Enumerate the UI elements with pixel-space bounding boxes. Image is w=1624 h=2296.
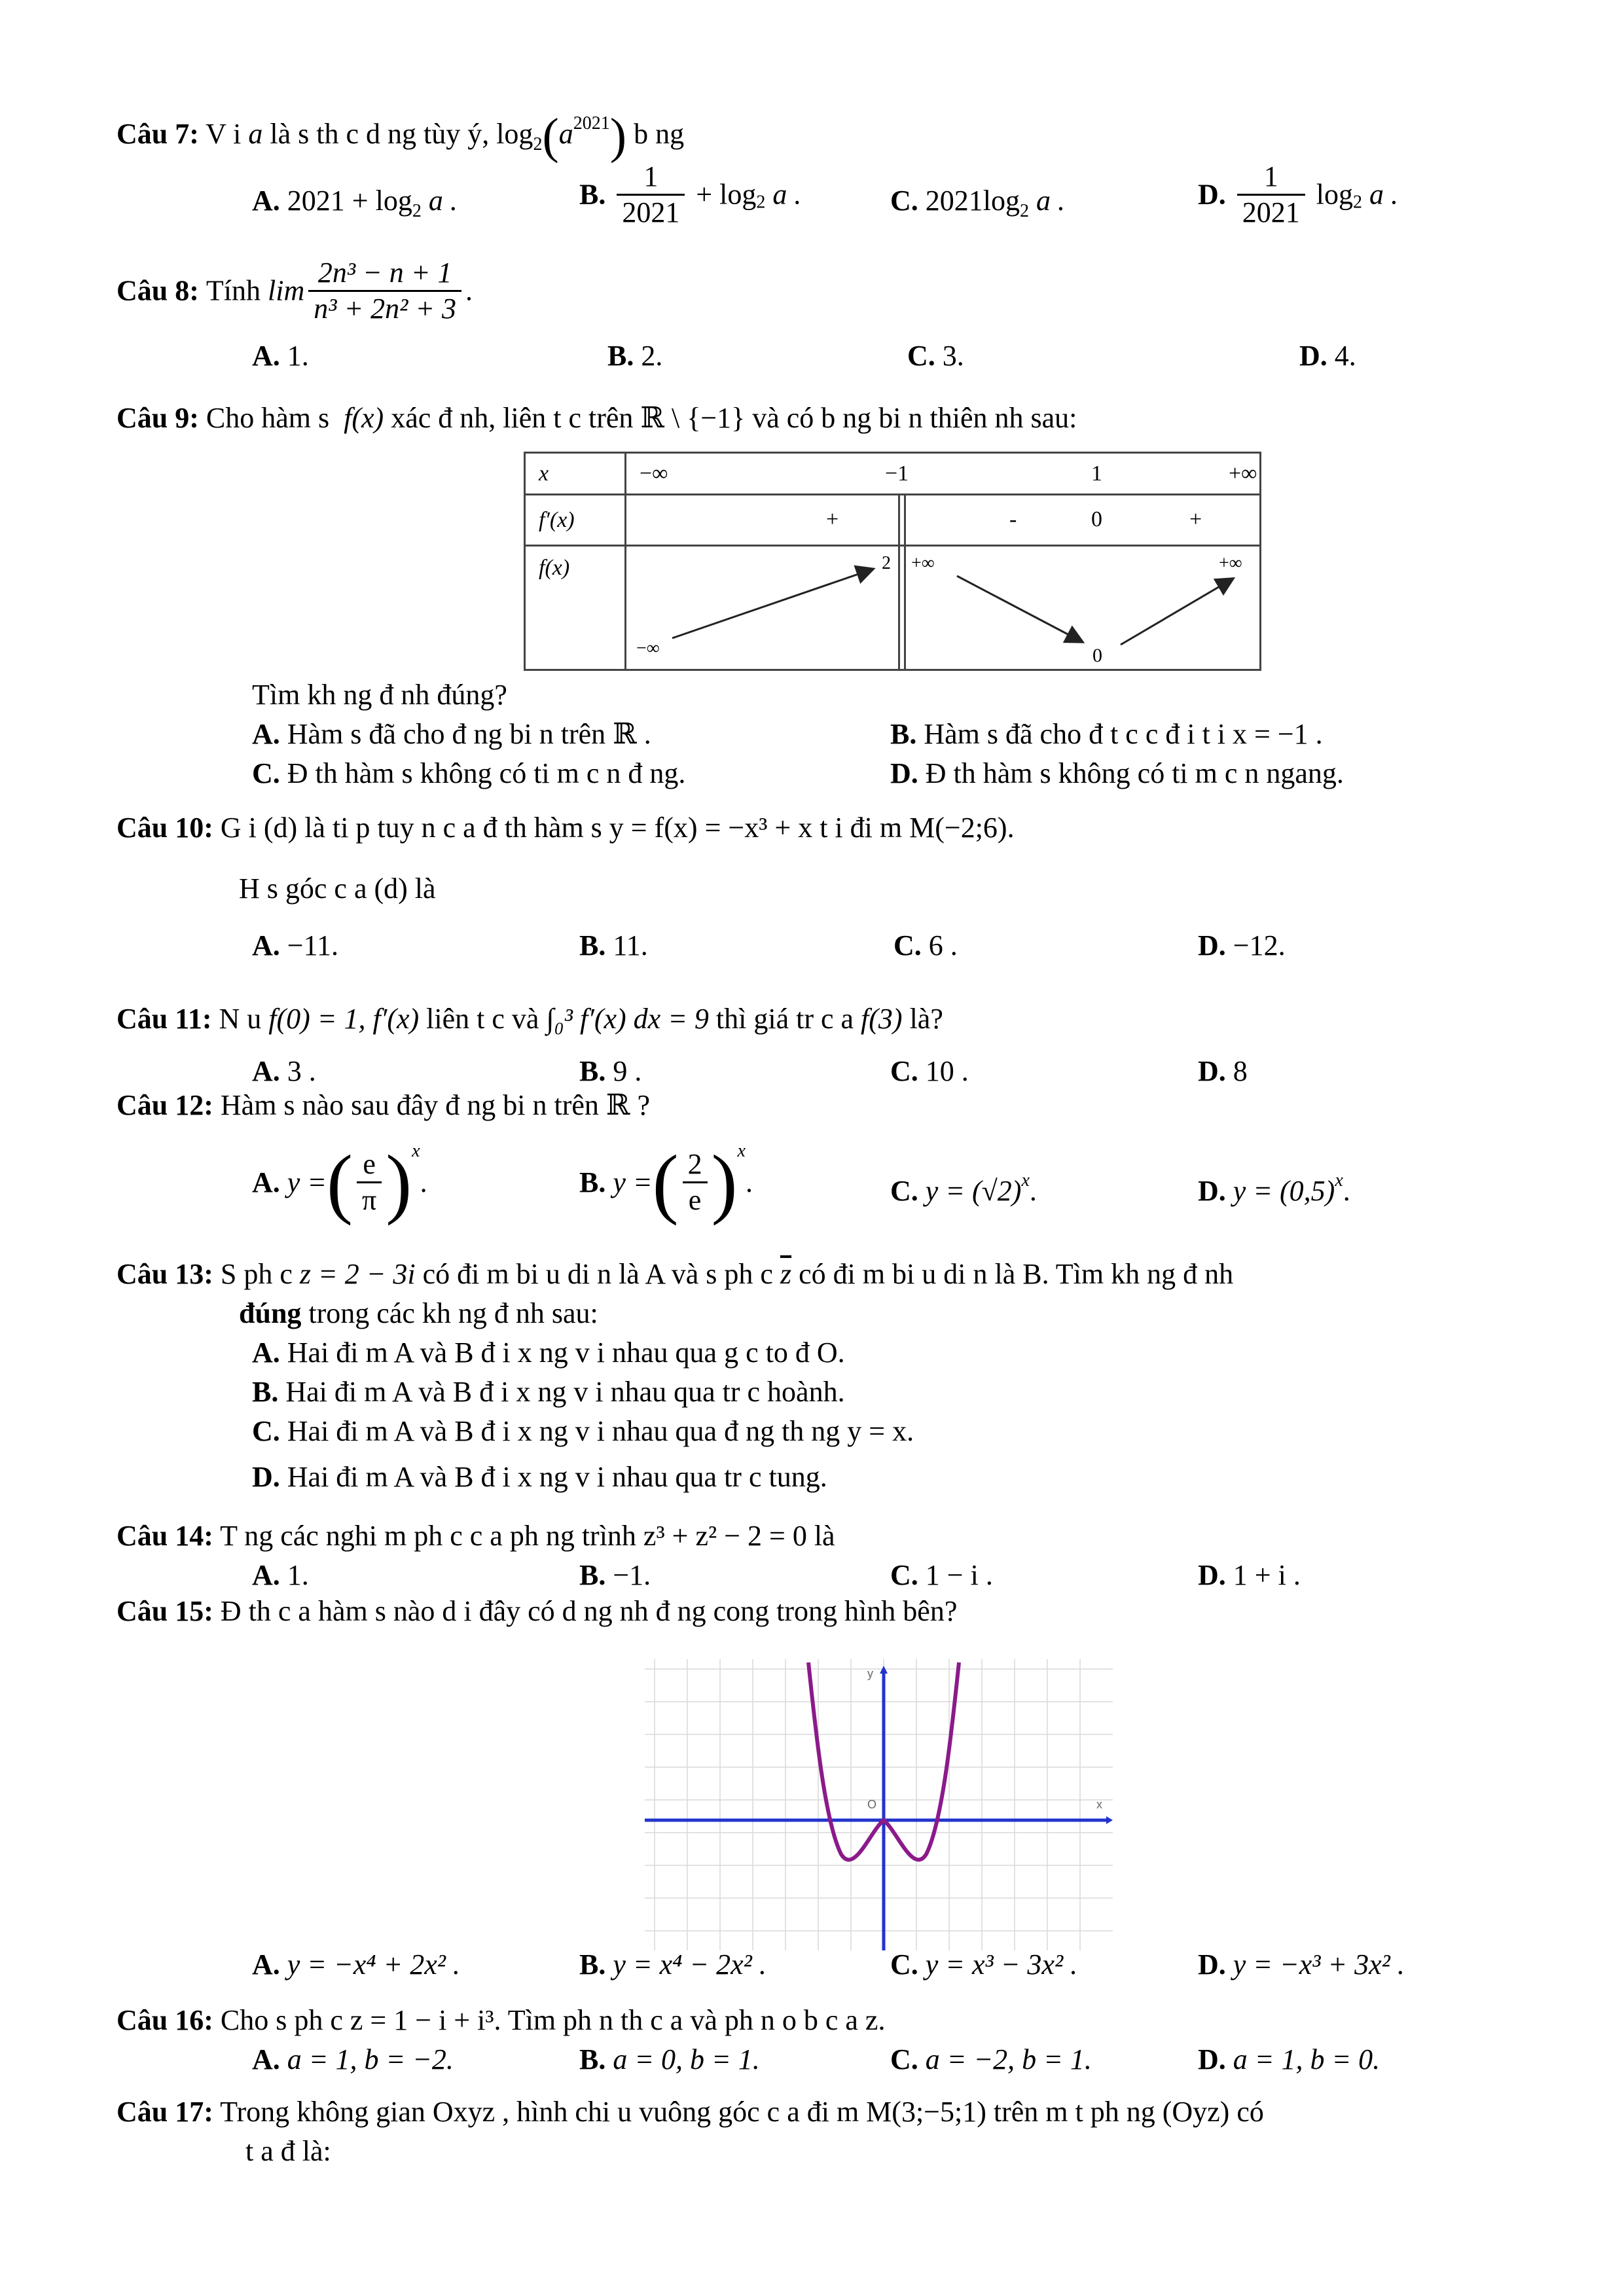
q15-option-b[interactable] [579, 1950, 767, 1979]
option-label: D. [252, 1461, 280, 1493]
q13-bold-word: đúng [239, 1297, 302, 1329]
q7-option-d[interactable] [1198, 162, 1398, 227]
option-text: Hai đi m A và B đ i x ng v i nhau qua g c to đ O. [287, 1336, 845, 1369]
q13-text-b: có đi m bi u di n là A và s ph c [422, 1258, 773, 1290]
q9-option-b[interactable] [890, 720, 1323, 749]
q8-stem [117, 259, 473, 323]
option-label: A. [252, 1166, 280, 1198]
q7-arg-base: a [558, 118, 573, 150]
option-label: C. [890, 1175, 918, 1207]
option-label: B. [890, 718, 917, 750]
q7-b-fraction [617, 162, 685, 227]
q8-option-b[interactable] [607, 342, 662, 370]
q14-option-c[interactable] [890, 1561, 993, 1590]
option-tail: a . [1369, 178, 1399, 211]
option-sub: 2 [412, 201, 422, 221]
option-label: C. [890, 185, 918, 217]
option-label: D. [1198, 1948, 1226, 1981]
q13-option-a[interactable] [252, 1338, 845, 1367]
arrow-up [672, 569, 872, 638]
q14-text: T ng các nghi m ph c c a ph ng trình z³ + z² − 2 = 0 là [220, 1520, 835, 1552]
option-text: 8 [1233, 1055, 1248, 1087]
q10-option-a[interactable] [252, 931, 338, 960]
fraction-num: 2n³ − n + 1 [308, 259, 461, 292]
q10-option-d[interactable] [1198, 931, 1286, 960]
option-label: B. [579, 1166, 606, 1198]
fraction-den: π [361, 1184, 377, 1217]
q13-text-a: S ph c [220, 1258, 293, 1290]
variation-arrows [626, 547, 1258, 671]
option-sub: 2 [1353, 192, 1363, 213]
q11-text-c: thì giá tr c a [715, 1003, 854, 1035]
option-label: B. [252, 1376, 279, 1408]
q16-stem [117, 2006, 885, 2035]
f-val: +∞ [1219, 553, 1242, 573]
option-text: 6 . [928, 929, 958, 961]
q10-label: Câu 10: [117, 812, 213, 844]
q15-option-a[interactable] [252, 1950, 460, 1979]
option-label: A. [252, 1948, 280, 1981]
q13-label: Câu 13: [117, 1258, 213, 1290]
q11-label: Câu 11: [117, 1003, 212, 1035]
option-exp: x [412, 1141, 420, 1161]
option-text: Đ th hàm s không có ti m c n ngang. [925, 757, 1344, 789]
q12-option-d[interactable]: D. $y = (0,5)^x$. [1198, 1170, 1350, 1207]
option-text: + log [696, 178, 757, 211]
q7-var: a [248, 118, 263, 150]
q14-option-d[interactable] [1198, 1561, 1301, 1590]
fraction-den: e [688, 1184, 702, 1217]
option-label: A. [252, 929, 280, 961]
q10-stem [117, 814, 1015, 842]
q13-line2-text: trong các kh ng đ nh sau: [308, 1297, 598, 1329]
q7-option-a[interactable] [252, 187, 458, 221]
q12-label: Câu 12: [117, 1089, 213, 1121]
q9-text-b: xác đ nh, liên t c trên [391, 402, 634, 434]
option-label: A. [252, 1336, 280, 1369]
f-val: +∞ [911, 553, 935, 573]
option-label: A. [252, 2043, 280, 2075]
q7-stem: Câu 7: V i a là s th c d ng tùy ý, $\log_2(a^{2021})$ b ng [117, 109, 685, 164]
q17-line2: t a đ là: [245, 2135, 331, 2167]
option-tail: a . [428, 185, 458, 217]
cell-text: x [539, 461, 549, 486]
q15-text: Đ th c a hàm s nào d i đây có d ng nh đ ng cong trong hình bên? [220, 1595, 958, 1627]
q16-option-a[interactable] [252, 2045, 454, 2074]
q14-option-b[interactable] [579, 1561, 651, 1590]
q17-text: Trong không gian Oxyz , hình chi u vuông góc c a đi m M(3;−5;1) trên m t ph ng (Oyz) có [220, 2096, 1264, 2128]
option-text: 2021 + log [287, 185, 412, 217]
option-text: log [1316, 178, 1354, 211]
option-label: C. [890, 2043, 918, 2075]
q11-integral: ∫₀³ f′(x) dx = 9 [546, 1003, 709, 1035]
option-text: a = 1, b = −2. [287, 2043, 454, 2075]
option-label: A. [252, 718, 280, 750]
q14-label: Câu 14: [117, 1520, 213, 1552]
option-text: 11. [613, 929, 648, 961]
option-text: 1. [287, 340, 309, 372]
q11-text-a: N u [219, 1003, 262, 1035]
q8-text: Tính [206, 274, 261, 307]
q10-text: G i (d) là ti p tuy n c a đ th hàm s y = f(x) = −x³ + x t i đi m M(−2;6). [220, 812, 1015, 844]
option-label: B. [579, 1559, 606, 1591]
q7-option-c[interactable] [890, 187, 1065, 221]
q11-option-a[interactable] [252, 1057, 316, 1086]
option-text: Hàm s đã cho đ t c c đ i t i x = −1 . [924, 718, 1323, 750]
row-head [525, 546, 626, 670]
q11-option-b[interactable] [579, 1057, 641, 1086]
q8-label: Câu 8: [117, 274, 199, 307]
table-row-x [525, 453, 1261, 495]
option-text: 2021log [925, 185, 1020, 217]
option-label: D. [1198, 1559, 1226, 1591]
option-label: A. [252, 340, 280, 372]
q16-text: Cho s ph c z = 1 − i + i³. Tìm ph n th c a và ph n o b c a z. [220, 2004, 886, 2036]
option-label: B. [579, 929, 606, 961]
q15-graph [645, 1659, 1113, 1950]
q8-lim: lim [268, 274, 305, 307]
option-text: 1 + i . [1233, 1559, 1301, 1591]
q11-option-c[interactable] [890, 1057, 969, 1086]
origin-label: O [867, 1798, 877, 1811]
option-label: D. [1198, 1175, 1226, 1207]
option-text: Hai đi m A và B đ i x ng v i nhau qua tr c hoành. [285, 1376, 845, 1408]
option-text: a = 1, b = 0. [1233, 2043, 1380, 2075]
row-values [626, 453, 1261, 495]
q7-label: Câu 7: [117, 118, 199, 150]
q13-option-b[interactable] [252, 1378, 845, 1407]
q12-option-a[interactable]: A. y =( $\frac{e}{\pi}$ )$^x$. [252, 1138, 427, 1226]
sign: + [1189, 507, 1202, 531]
option-sub: 2 [1020, 201, 1030, 221]
q15-option-c[interactable] [890, 1950, 1077, 1979]
q14-stem [117, 1522, 835, 1551]
x-val: +∞ [1229, 461, 1257, 486]
option-text: Hàm s đã cho đ ng bi n trên ℝ . [287, 718, 651, 750]
table-row-derivative [525, 495, 1261, 546]
option-label: C. [252, 1415, 280, 1447]
option-label: C. [890, 1055, 918, 1087]
option-label: D. [1198, 1055, 1226, 1087]
q16-option-b[interactable] [579, 2045, 760, 2074]
q12-stem [117, 1091, 650, 1120]
q11-option-d[interactable] [1198, 1057, 1248, 1086]
fraction-num: 1 [617, 162, 685, 196]
option-text: y = (0,5) [1233, 1175, 1335, 1207]
option-label: C. [890, 1948, 918, 1981]
x-axis-label: x [1096, 1798, 1102, 1811]
option-text: y = −x³ + 3x² . [1233, 1948, 1405, 1981]
q9-text-a: Cho hàm s [206, 402, 330, 434]
arrow-down [957, 576, 1081, 641]
q13-text-c: có đi m bi u di n là B. Tìm kh ng đ nh [799, 1258, 1234, 1290]
option-label: A. [252, 1559, 280, 1591]
option-text: y = x³ − 3x² . [925, 1948, 1078, 1981]
q13-option-d[interactable] [252, 1463, 827, 1492]
option-label: B. [579, 1948, 606, 1981]
q11-text-d: là? [909, 1003, 943, 1035]
q9-domain: ℝ \ {−1} [640, 402, 746, 434]
fraction-num: 2 [683, 1150, 708, 1183]
q12-option-b[interactable]: B. y =( $\frac{2}{e}$ )$^x$. [579, 1138, 753, 1226]
option-text: a = −2, b = 1. [925, 2043, 1092, 2075]
option-label: B. [579, 1055, 606, 1087]
q13-z: z = 2 − 3i [299, 1258, 416, 1290]
fraction-num: 1 [1237, 162, 1305, 196]
q11-cond: f(0) = 1, f′(x) [268, 1003, 420, 1035]
option-text: 4. [1334, 340, 1356, 372]
option-text: y = x⁴ − 2x² . [613, 1948, 767, 1981]
option-label: B. [579, 178, 606, 211]
q10-option-c[interactable] [893, 931, 958, 960]
option-label: B. [579, 2043, 606, 2075]
option-text: 3 . [287, 1055, 316, 1087]
variation-table [524, 452, 1261, 671]
row-values [626, 495, 1261, 546]
option-fraction [357, 1150, 382, 1215]
option-text: y = (√2) [925, 1175, 1022, 1207]
q8-option-d[interactable] [1299, 342, 1356, 370]
q7-text-a: V i [206, 118, 242, 150]
q11-f3: f(3) [861, 1003, 903, 1035]
option-exp: x [737, 1141, 746, 1161]
row-values [626, 546, 1261, 670]
q7-text-end: b ng [634, 118, 685, 150]
q15-label: Câu 15: [117, 1595, 213, 1627]
option-text: a = 0, b = 1. [613, 2043, 760, 2075]
sign: - [1009, 507, 1017, 531]
q9-stem [117, 404, 1077, 433]
q7-arg-exp: 2021 [573, 113, 610, 134]
option-text: 9 . [613, 1055, 642, 1087]
option-sub: 2 [756, 192, 766, 213]
q17-label: Câu 17: [117, 2096, 213, 2128]
q7-log: log [496, 118, 533, 150]
option-label: D. [890, 757, 918, 789]
q9-label: Câu 9: [117, 402, 199, 434]
option-tail: a . [772, 178, 802, 211]
sign: + [826, 507, 839, 531]
q8-fraction [308, 259, 461, 323]
option-text: Hai đi m A và B đ i x ng v i nhau qua tr c tung. [287, 1461, 827, 1493]
row-head [525, 453, 626, 495]
option-label: D. [1198, 178, 1226, 211]
option-text: 2. [641, 340, 663, 372]
fraction-den: n³ + 2n² + 3 [314, 293, 457, 325]
option-label: C. [907, 340, 935, 372]
y-axis-label: y [867, 1667, 873, 1680]
option-label: C. [252, 757, 280, 789]
q7-log-base: 2 [533, 134, 543, 154]
q16-option-c[interactable] [890, 2045, 1092, 2074]
q15-graph-svg [645, 1659, 1113, 1950]
discontinuity-bar [898, 495, 906, 547]
option-label: A. [252, 185, 280, 217]
option-label: C. [893, 929, 922, 961]
q15-stem [117, 1597, 957, 1626]
cell-text: f′(x) [539, 507, 575, 532]
option-text: 10 . [925, 1055, 969, 1087]
option-pre: y = [287, 1166, 327, 1198]
x-val: −1 [885, 461, 909, 486]
q8-end: . [465, 274, 473, 307]
q8-option-c[interactable] [907, 342, 964, 370]
option-label: D. [1299, 340, 1327, 372]
q16-option-d[interactable] [1198, 2045, 1380, 2074]
q12-option-c[interactable]: C. $y = (√2)^x$. [890, 1170, 1037, 1207]
option-text: 1. [287, 1559, 309, 1591]
table-row-function [525, 546, 1261, 670]
q9-fn: f(x) [344, 402, 384, 434]
cell-text: f(x) [539, 556, 570, 580]
q13-zbar: $\overline{z}$ [780, 1258, 792, 1290]
q14-option-a[interactable] [252, 1561, 309, 1590]
option-text: 3. [942, 340, 964, 372]
option-label: A. [252, 1055, 280, 1087]
q15-option-d[interactable] [1198, 1950, 1405, 1979]
option-tail: a . [1036, 185, 1066, 217]
q9-option-c[interactable] [252, 759, 685, 788]
q9-prompt: Tìm kh ng đ nh đúng? [252, 679, 507, 711]
fraction-den: 2021 [622, 196, 680, 228]
option-exp: x [1021, 1170, 1030, 1191]
q11-text-b: liên t c và [426, 1003, 539, 1035]
option-text: y = −x⁴ + 2x² . [287, 1948, 460, 1981]
q9-text-c: và có b ng bi n thiên nh sau: [752, 402, 1077, 434]
q16-label: Câu 16: [117, 2004, 213, 2036]
q10-option-b[interactable] [579, 931, 648, 960]
option-label: B. [607, 340, 634, 372]
q13-line2 [239, 1299, 598, 1328]
option-text: −11. [287, 929, 338, 961]
option-text: −1. [613, 1559, 651, 1591]
q9-option-d[interactable] [890, 759, 1344, 788]
zero: 0 [1091, 507, 1102, 531]
q8-option-a[interactable] [252, 342, 309, 370]
option-fraction [683, 1150, 708, 1215]
q12-text: Hàm s nào sau đây đ ng bi n trên ℝ ? [220, 1089, 650, 1121]
option-text: Hai đi m A và B đ i x ng v i nhau qua đ ng th ng y = x. [287, 1415, 914, 1447]
option-pre: y = [613, 1166, 653, 1198]
f-val: 0 [1092, 645, 1102, 666]
q9-option-a[interactable] [252, 720, 651, 749]
fraction-num: e [357, 1150, 382, 1183]
q13-option-c[interactable] [252, 1417, 914, 1446]
x-val: −∞ [640, 461, 668, 486]
option-label: D. [1198, 929, 1226, 961]
row-head [525, 495, 626, 546]
q7-option-b[interactable] [579, 162, 801, 227]
q11-stem [117, 1005, 943, 1033]
x-val: 1 [1091, 461, 1102, 486]
option-exp: x [1335, 1170, 1343, 1191]
f-val: −∞ [636, 638, 660, 658]
option-text: 1 − i . [925, 1559, 993, 1591]
q17-stem [117, 2098, 1264, 2126]
option-text: −12. [1233, 929, 1286, 961]
q10-line2: H s góc c a (d) là [239, 872, 436, 905]
q13-stem [117, 1260, 1233, 1289]
arrow-up [1121, 579, 1232, 645]
q7-d-fraction [1237, 162, 1305, 227]
option-text: Đ th hàm s không có ti m c n đ ng. [287, 757, 686, 789]
q7-text-b: là s th c d ng tùy ý, [270, 118, 490, 150]
option-label: C. [890, 1559, 918, 1591]
f-val: 2 [882, 553, 891, 573]
fraction-den: 2021 [1242, 196, 1300, 228]
option-label: D. [1198, 2043, 1226, 2075]
